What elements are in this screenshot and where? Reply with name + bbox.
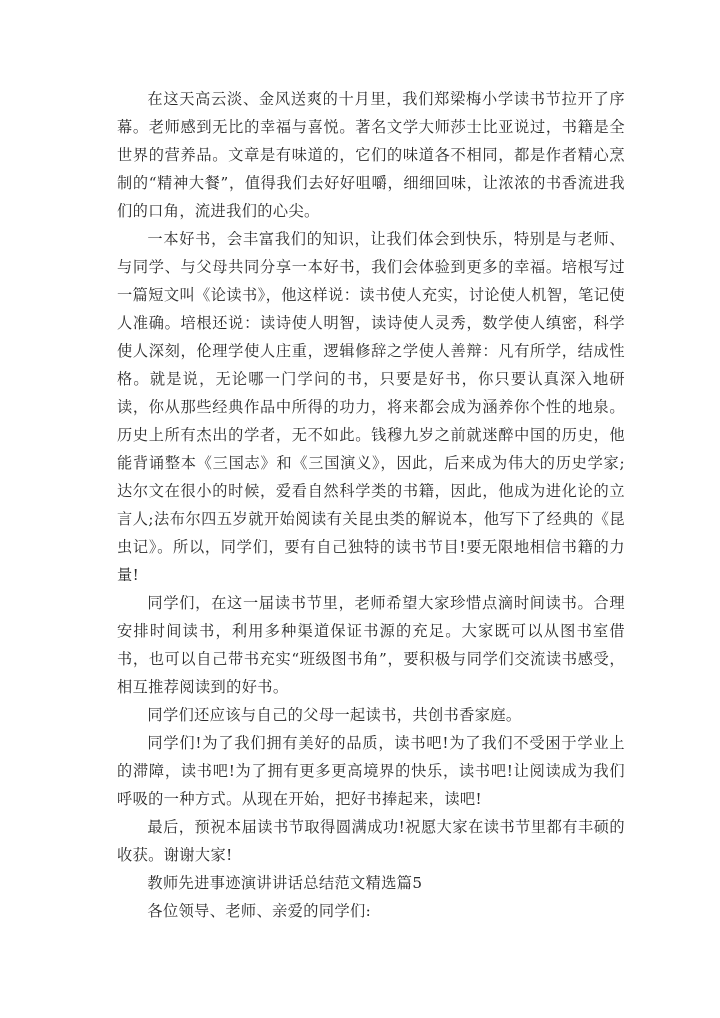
section-heading: 教师先进事迹演讲讲话总结范文精选篇5 (147, 874, 423, 892)
paragraph-good-books: 一本好书，会丰富我们的知识，让我们体会到快乐，特别是与老师、与同学、与父母共同分享一本好书，我们会体验到更多的幸福。培根写过一篇短文叫《论读书》，他这样说：读书使人充实，讨论使人机智，笔记使人准确。培根还说：读诗使人明智，读诗使人灵秀，数学使人缜密，科学使人深刻，伦理学使人庄重，逻辑修辞之学使人善辩：凡有所学，结成性格。就是说，无论哪一门学问的书，只要是好书，你只要认真深入地研读，你从那些经典作品中所得的功力，将来都会成为涵养你个性的地泉。历史上所有杰出的学者，无不如此。钱穆九岁之前就迷醉中国的历史，他能背诵整本《三国志》和《三国演义》，因此，后来成为伟大的历史学家;达尔文在很小的时候，爱看自然科学类的书籍，因此，他成为进化论的立言人;法布尔四五岁就开始阅读有关昆虫类的解说本，他写下了经典的《昆虫记》。所以，同学们，要有自己独特的读书节目!要无限地相信书籍的力量! (117, 230, 625, 584)
paragraph-reading-time: 同学们，在这一届读书节里，老师希望大家珍惜点滴时间读书。合理安排时间读书，利用多种渠道保证书源的充足。大家既可以从图书室借书，也可以自己带书充实“班级图书角”，要积极与同学们交流读书感受，相互推荐阅读到的好书。 (117, 594, 625, 696)
paragraph-closing: 最后，预祝本届读书节取得圆满成功!祝愿大家在读书节里都有丰硕的收获。谢谢大家! (117, 818, 625, 864)
paragraph-intro: 在这天高云淡、金风送爽的十月里，我们郑梁梅小学读书节拉开了序幕。老师感到无比的幸福与喜悦。著名文学大师莎士比亚说过，书籍是全世界的营养品。文章是有味道的，它们的味道各不相同，都是作者精心烹制的“精神大餐”，值得我们去好好咀嚼，细细回味，让浓浓的书香流进我们的口角，流进我们的心尖。 (117, 90, 625, 220)
paragraph-call-to-read: 同学们!为了我们拥有美好的品质，读书吧!为了我们不受困于学业上的滞障，读书吧!为了拥有更多更高境界的快乐，读书吧!让阅读成为我们呼吸的一种方式。从现在开始，把好书捧起来，读吧! (117, 734, 625, 808)
salutation: 各位领导、老师、亲爱的同学们: (147, 902, 372, 920)
document-body (117, 85, 625, 925)
paragraph-family-reading: 同学们还应该与自己的父母一起读书，共创书香家庭。 (147, 706, 522, 724)
